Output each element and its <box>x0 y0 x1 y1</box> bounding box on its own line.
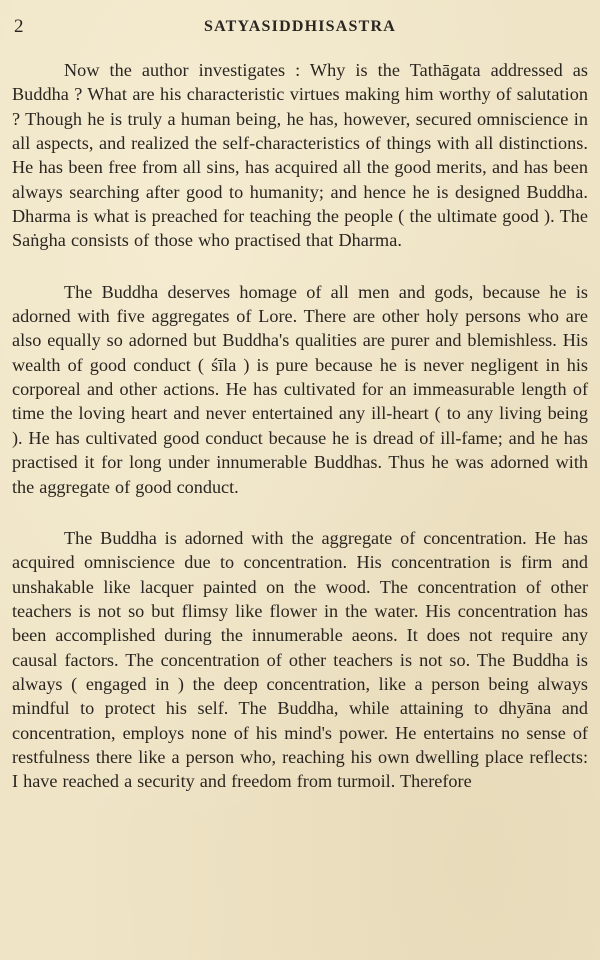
paragraph-2: The Buddha deserves homage of all men and gods, because he is adorned with five aggregates of Lore. There are other holy persons who are also equally so adorned but Buddha's qualities are purer and blemishless. His wealth of good conduct ( śīla ) is pure because he is never negligent in his corporeal and other actions. He has cultivated for an immeasurable length of time the loving heart and never entertained any ill-heart ( to any living being ). He has cultivated good conduct because he is dread of ill-fame; and he has practised it for long under innumerable Buddhas. Thus he was adorned with the aggregate of good conduct. <box>12 281 588 497</box>
body-text <box>12 58 588 794</box>
paragraph-1: Now the author investigates : Why is the Tathāgata addressed as Buddha ? What are his characteristic virtues making him worthy of salutation ? Though he is truly a human being, he has, however, secured omniscience in all aspects, and realized the self-characteristics of things with all distinctions. He has been free from all sins, has acquired all the good merits, and has been always searching after good to humanity; and hence he is designed Buddha. Dharma is what is preached for teaching the people ( the ultimate good ). The Saṅgha consists of those who practised that Dharma. <box>12 60 588 251</box>
page-number: 2 <box>14 16 24 37</box>
running-title: SATYASIDDHISASTRA <box>203 18 397 35</box>
paragraph-3: The Buddha is adorned with the aggregate of concentration. He has acquired omniscience due to concentration. His concentration is firm and unshakable like lacquer painted on the wood. The concentration of other teachers is not so but flimsy like flower in the water. His concentration has been accomplished during the innumerable aeons. It does not require any causal factors. The concentration of other teachers is not so. The Buddha is always ( engaged in ) the deep concentration, like a person being always mindful to protect his self. The Buddha, while attaining to dhyāna and concentration, employs none of his mind's power. He entertains no sense of restfulness there like a person who, reaching his own dwelling place reflects: I have reached a security and freedom from turmoil. Therefore <box>12 527 588 792</box>
page-header <box>14 14 586 40</box>
